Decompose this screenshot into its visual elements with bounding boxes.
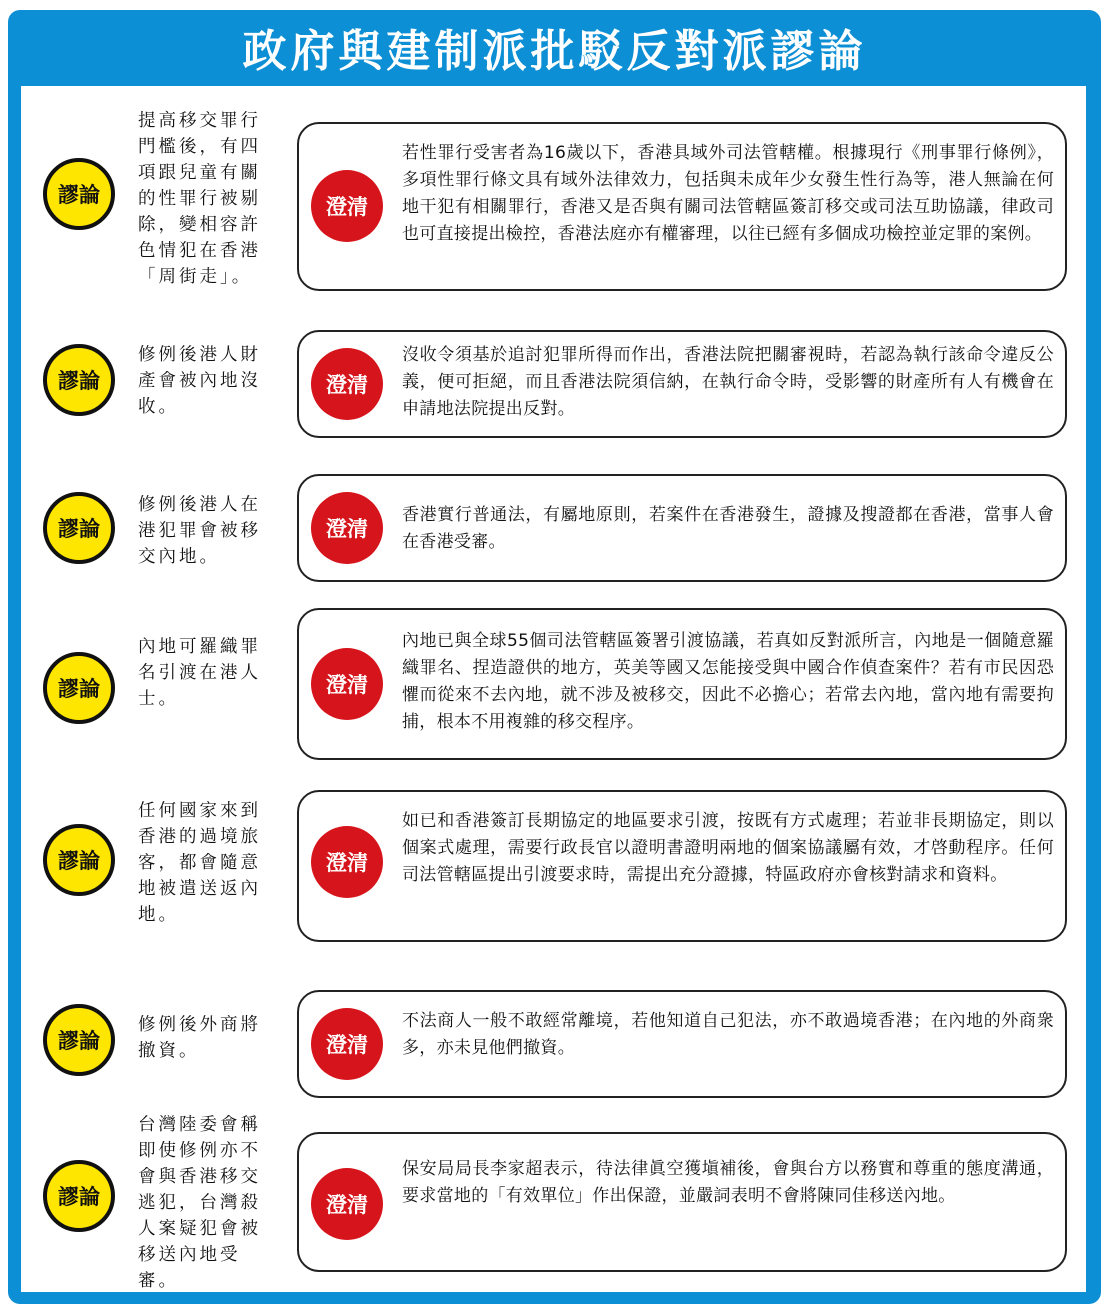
clarification-text: 如已和香港簽訂長期協定的地區要求引渡，按既有方式處理；若並非長期協定，則以個案式處理，需要行政長官以證明書證明兩地的個案協議屬有效，才啓動程序。任何司法管轄區提出引渡要求時，需提出充分證據，特區政府亦會核對請求和資料。 bbox=[402, 811, 1054, 885]
myth-text: 內地可羅織罪名引渡在港人士。 bbox=[138, 637, 261, 709]
myth-row-7 bbox=[21, 1110, 1086, 1290]
myth-text: 修例後港人財產會被內地沒收。 bbox=[138, 345, 261, 417]
clarification-box bbox=[297, 608, 1067, 760]
myth-badge: 謬論 bbox=[43, 344, 115, 416]
clarification-text: 不法商人一般不敢經常離境，若他知道自己犯法，亦不敢過境香港；在內地的外商衆多，亦未見他們撤資。 bbox=[402, 1011, 1054, 1058]
clarification-box bbox=[297, 122, 1067, 291]
myth-row-2 bbox=[21, 326, 1086, 446]
clarify-badge: 澄清 bbox=[311, 648, 383, 720]
clarification-box bbox=[297, 790, 1067, 942]
clarify-badge: 澄清 bbox=[311, 348, 383, 420]
myth-badge: 謬論 bbox=[43, 158, 115, 230]
clarification-text: 若性罪行受害者為16歲以下，香港具域外司法管轄權。根據現行《刑事罪行條例》，多項性罪行條文具有域外法律效力，包括與未成年少女發生性行為等，港人無論在何地干犯有相關罪行，香港又是否與有關司法管轄區簽訂移交或司法互助協議，律政司也可直接提出檢控，香港法庭亦有權審理，以往已經有多個成功檢控並定罪的案例。 bbox=[402, 143, 1054, 244]
myth-badge: 謬論 bbox=[43, 652, 115, 724]
content-panel bbox=[21, 86, 1086, 1292]
page-title: 政府與建制派批駁反對派謬論 bbox=[242, 26, 867, 77]
myth-text: 任何國家來到香港的過境旅客，都會隨意地被遣送返內地。 bbox=[138, 801, 261, 925]
myth-badge: 謬論 bbox=[43, 492, 115, 564]
clarify-badge: 澄清 bbox=[311, 1008, 383, 1080]
clarification-box bbox=[297, 1132, 1067, 1272]
myth-badge: 謬論 bbox=[43, 1004, 115, 1076]
clarification-text: 沒收令須基於追討犯罪所得而作出，香港法院把關審視時，若認為執行該命令違反公義，便可拒絕，而且香港法院須信納，在執行命令時，受影響的財產所有人有機會在申請地法院提出反對。 bbox=[402, 345, 1054, 419]
myth-text: 修例後港人在港犯罪會被移交內地。 bbox=[138, 495, 261, 567]
myth-row-5 bbox=[21, 790, 1086, 950]
myth-row-3 bbox=[21, 474, 1086, 594]
clarification-box bbox=[297, 990, 1067, 1098]
myth-badge: 謬論 bbox=[43, 824, 115, 896]
myth-badge: 謬論 bbox=[43, 1160, 115, 1232]
clarify-badge: 澄清 bbox=[311, 492, 383, 564]
clarification-box bbox=[297, 474, 1067, 582]
clarification-text: 內地已與全球55個司法管轄區簽署引渡協議，若真如反對派所言，內地是一個隨意羅織罪名、捏造證供的地方，英美等國又怎能接受與中國合作偵查案件？若有市民因恐懼而從來不去內地，就不涉及被移交，因此不必擔心；若常去內地，當內地有需要拘捕，根本不用複雜的移交程序。 bbox=[402, 631, 1054, 732]
clarification-box bbox=[297, 330, 1067, 438]
clarify-badge: 澄清 bbox=[311, 1168, 383, 1240]
myth-text: 修例後外商將撤資。 bbox=[138, 1015, 261, 1061]
myth-row-1 bbox=[21, 86, 1086, 306]
clarify-badge: 澄清 bbox=[311, 826, 383, 898]
myth-text: 台灣陸委會稱即使修例亦不會與香港移交逃犯，台灣殺人案疑犯會被移送內地受審。 bbox=[138, 1115, 261, 1291]
clarification-text: 保安局局長李家超表示，待法律眞空獲塡補後，會與台方以務實和尊重的態度溝通，要求當地的「有效單位」作出保證，並嚴詞表明不會將陳同佳移送內地。 bbox=[402, 1159, 1054, 1206]
myth-row-4 bbox=[21, 608, 1086, 768]
myth-text: 提高移交罪行門檻後，有四項跟兒童有關的性罪行被剔除，變相容許色情犯在香港「周街走」。 bbox=[138, 111, 261, 287]
infographic-frame bbox=[8, 10, 1101, 1304]
clarify-badge: 澄清 bbox=[311, 170, 383, 242]
myth-row-6 bbox=[21, 990, 1086, 1100]
clarification-text: 香港實行普通法，有屬地原則，若案件在香港發生，證據及搜證都在香港，當事人會在香港受審。 bbox=[402, 505, 1054, 552]
